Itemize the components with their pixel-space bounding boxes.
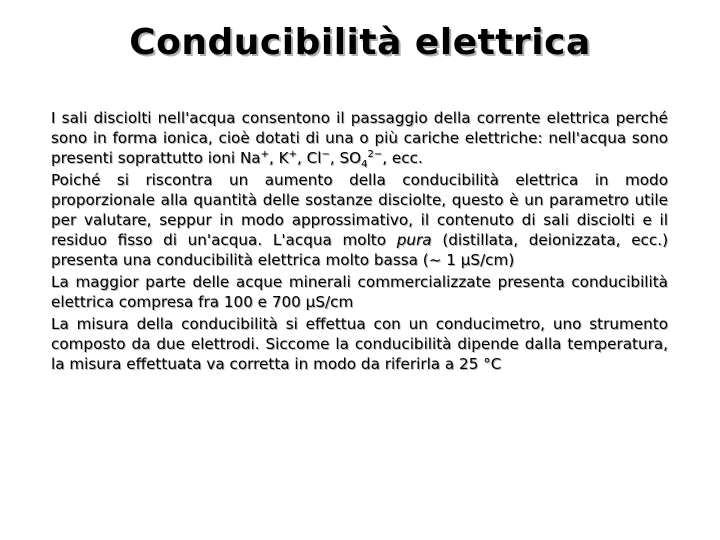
ion-separator: , (297, 149, 307, 167)
ion-chloride: Cl (306, 149, 322, 167)
paragraph-ions-intro: I sali disciolti nell'acqua consentono il passaggio della corrente elettrica perché sono in forma ionica, cioè dotati di una o più cariche elettriche: nell'acqua sono presenti soprattutto ioni (51, 109, 668, 167)
paragraph-proportionality-tail: (distillata, deionizzata, ecc.) presenta una conducibilità elettrica molto bassa (~ 1 µS/cm) (51, 231, 669, 269)
ion-sodium-charge: + (260, 148, 269, 160)
paragraph-mineral-waters: La maggior parte delle acque minerali commercializzate presenta conducibilità elettrica compresa fra 100 e 700 µS/cm (51, 273, 668, 311)
slide-body (51, 108, 668, 376)
ion-sodium: Na (239, 149, 261, 167)
ion-potassium: K (278, 149, 289, 167)
ion-chloride-charge: − (321, 148, 330, 160)
slide-title: Conducibilità elettrica (129, 22, 591, 63)
paragraph-proportionality-lead: Poiché si riscontra un aumento della conducibilità elettrica in modo proporzionale alla quantità delle sostanze disciolte, questo è un parametro utile per valutare, seppur in modo approssimativo, il contenuto di sali disciolti e il residuo fisso di un'acqua. L'acqua molto (51, 171, 668, 249)
paragraph-measurement: La misura della conducibilità si effettua con un conducimetro, uno strumento composto da due elettrodi. Siccome la conducibilità dipende dalla temperatura, la misura effettuata va corretta in modo da riferirla a 25 °C (51, 315, 668, 373)
ion-separator: , (329, 149, 340, 167)
ion-sulfate-subscript: 4 (361, 159, 368, 171)
paragraph-proportionality (51, 170, 668, 270)
ion-potassium-charge: + (288, 148, 298, 160)
ion-sulfate-charge: 2− (367, 148, 383, 160)
paragraph-ions-outro: , ecc. (382, 149, 423, 167)
ion-separator: , (269, 149, 279, 167)
ion-sulfate: SO (339, 149, 362, 167)
italic-pura: pura (396, 231, 432, 249)
paragraph-ions (51, 108, 668, 171)
